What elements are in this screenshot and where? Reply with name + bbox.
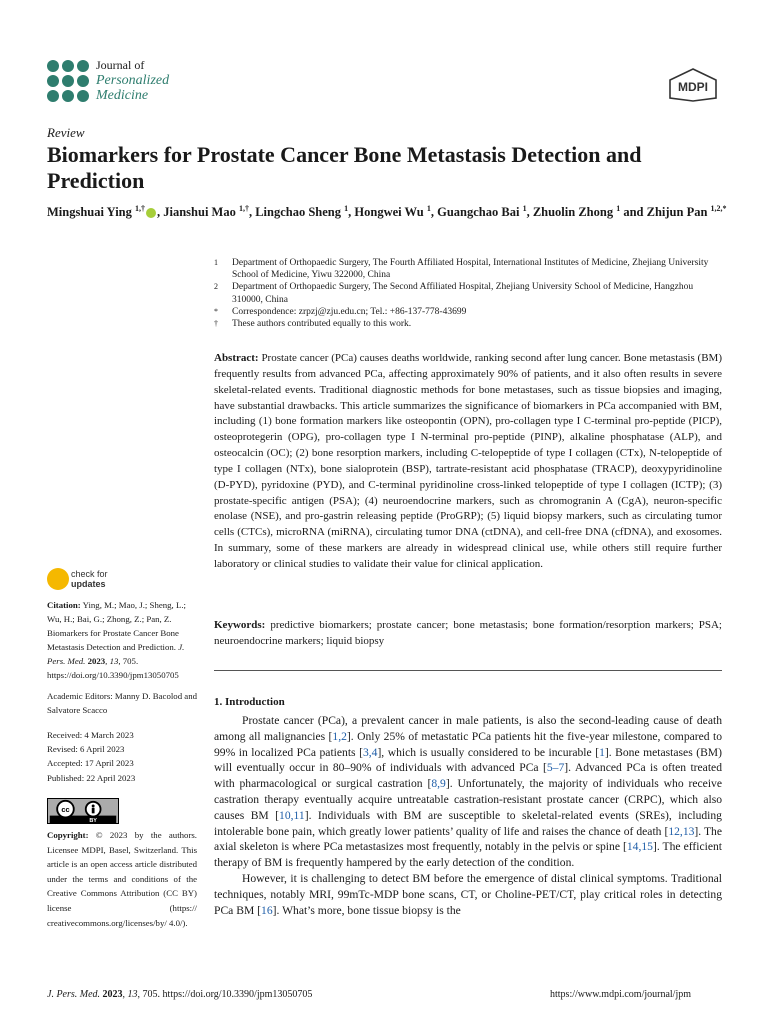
author-affiliation-mark: 1 [522, 204, 527, 213]
author-list: Mingshuai Ying $^{1,\dagger}$ , Jianshui Mao $^{1,\dagger}$, Lingchao Sheng $^1$, Hongwei Wu $^1$, Guangchao Bai $^1$, Zhuolin Zhong $^1$ and Zhijun Pan $^{1,2,*}$ [47, 204, 727, 220]
journal-name-line1: Journal of [96, 58, 145, 72]
abstract-label: Abstract: [214, 352, 259, 364]
affiliation-row [214, 257, 724, 281]
publication-dates [47, 728, 197, 785]
mdpi-logo-text: MDPI [678, 80, 708, 94]
date-received: Received: 4 March 2023 [47, 730, 134, 740]
author-name[interactable]: Lingchao Sheng [255, 205, 345, 220]
affiliation-mark: † [214, 319, 218, 329]
check-for-updates-icon[interactable] [47, 568, 69, 590]
affiliation-text: Department of Orthopaedic Surgery, The Fourth Affiliated Hospital, International Institutes of Medicine, Zhejiang University School of Medicine, Yiwu 322000, China [232, 258, 709, 281]
journal-name-line3: Medicine [96, 88, 149, 103]
author-affiliation-mark: 1,2,* [710, 204, 727, 213]
footer-journal: J. Pers. Med. [47, 989, 101, 1000]
affiliation-mark: 2 [214, 282, 218, 292]
abstract-text: Prostate cancer (PCa) causes deaths worldwide, ranking second after lung cancer. Bone metastasis (BM) frequently results from advanced PCa, affecting approximately 90% of patients, and it also often results in severe skeletal-related events. Traditional diagnostic methods for bone metastases, such as tissue biopsies and imaging, have substantial drawbacks. This article summarizes the significance of biomarkers in PCa accompanied with BM, including (1) bone formation markers like osteopontin (OPN), pro-collagen type I C-terminal pro-peptide (PICP), osteoprotegerin (OPG), pro-collagen type I N-terminal pro-peptide (PINP), alkaline phosphatase (ALP), and osteocalcin (OC); (2) bone resorption markers, including C-telopeptide of type I collagen (CTx), N-telopeptide of type I collagen (NTx), bone sialoprotein (BSP), tartrate-resistant acid phosphatase (TRACP), deoxypyridinoline (D-PYD), pyridoxine (PYD), and C-terminal pyridinoline cross-linked telopeptide of type I collagen (ICTP); (3) prostate-specific antigen (PSA); (4) neuroendocrine markers, such as chromogranin A (CgA), neuron-specific enolase (NSE), and pro-gastrin releasing peptide (ProGRP); (5) liquid biopsy markers, such as circulating tumor cells (CTCs), microRNA (miRNA), circulating tumor DNA (ctDNA), and cell-free DNA (cfDNA), and exosomes. In summary, some of these markers are already in widespread clinical use, while others still require further laboratory or clinical studies to validate their value for clinical application. [214, 352, 723, 570]
intro-heading: 1. Introduction [214, 696, 285, 708]
author-affiliation-mark: 1 [616, 204, 621, 213]
affiliation-row [214, 318, 724, 330]
affiliation-text: Correspondence: zrpzj@zju.edu.cn; Tel.: +86-137-778-43699 [232, 306, 467, 317]
intro-body [214, 713, 722, 918]
article-title: Biomarkers for Prostate Cancer Bone Metastasis Detection and Prediction [47, 142, 642, 193]
citation-doi[interactable]: , 705. https://doi.org/10.3390/jpm13050705 [47, 655, 179, 680]
author-affiliation-mark: 1,† [238, 204, 249, 213]
author-name[interactable]: Hongwei Wu [354, 205, 427, 220]
check-updates-line2: updates [71, 578, 106, 589]
citation-volume: 13 [109, 655, 119, 666]
author-name[interactable]: Guangchao Bai [437, 205, 523, 220]
affiliations [214, 257, 724, 330]
keywords-text: predictive biomarkers; prostate cancer; bone metastasis; bone formation/resorption markers; PSA; neuroendocrine markers; liquid biopsy [214, 619, 722, 647]
date-accepted: Accepted: 17 April 2023 [47, 758, 134, 769]
citation-year: 2023 [87, 655, 106, 666]
reference-link[interactable]: 1 [599, 745, 605, 759]
journal-name-line2: Personalized [96, 73, 170, 88]
reference-link[interactable]: 1,2 [332, 729, 347, 743]
footer-journal-url[interactable]: https://www.mdpi.com/journal/jpm [550, 989, 692, 1000]
reference-link[interactable]: 16 [261, 903, 273, 917]
article-type: Review [47, 125, 85, 140]
citation-label: Citation: [47, 600, 81, 610]
author-name[interactable]: Zhuolin Zhong [532, 205, 617, 220]
mdpi-logo [668, 68, 718, 102]
intro-paragraph-1: Prostate cancer (PCa), a prevalent cancer in male patients, is also the second-leading cause of death among all malignancies [1,2]. Only 25% of metastatic PCa patients hit the five-year milestone, compared to 99% in localized PCa patients [3,4], which is usually considered to be incurable [1]. Bone metastases (BM) will eventually occur in 80–90% of individuals with advanced PCa [5–7]. Advanced PCa is often treated with pharmacological or surgical castration [8,9]. Unfortunately, the majority of individuals who receive castration therapy eventually acquire untreatable castration-resistant prostate cancer (CRPC), which also causes BM [10,11]. Individuals with BM are susceptible to skeletal-related events (SREs), including intolerable bone pain, which greatly lower patients’ quality of life and raises the chance of death [12,13]. The axial skeleton is where PCa metastasizes most frequently, notably in the pelvis or spine [14,15]. The efficient therapy of BM is frequently hampered by the early detection of the condition. [214, 714, 722, 870]
cc-badge-text: BY [89, 818, 97, 824]
intro-paragraph-2: However, it is challenging to detect BM before the emergence of distal clinical symptoms. Traditional techniques, notably MRI, 99mTc-MDP bone scans, CT, or Choline-PET/CT, play critical roles in detecting PCa BM [16]. What’s more, bone tissue biopsy is the [214, 871, 722, 917]
copyright-label: Copyright: [47, 830, 89, 840]
author-affiliation-mark: 1,† [135, 204, 145, 213]
reference-link[interactable]: 10,11 [279, 808, 305, 822]
affiliation-text: Department of Orthopaedic Surgery, The Second Affiliated Hospital, Zhejiang University School of Medicine, Hangzhou 310000, China [232, 282, 694, 305]
affiliation-mark: 1 [214, 258, 218, 267]
date-published: Published: 22 April 2023 [47, 772, 136, 783]
footer-doi[interactable]: , 705. https://doi.org/10.3390/jpm13050705 [137, 989, 313, 1000]
reference-link[interactable]: 5–7 [546, 761, 565, 775]
author-affiliation-mark: 1 [344, 204, 349, 213]
affiliation-row [214, 306, 724, 318]
author-name[interactable]: Jianshui Mao [163, 205, 239, 220]
abstract [214, 351, 722, 573]
academic-editors: Academic Editors: Manny D. Bacolod and Salvatore Scacco [47, 691, 197, 715]
keywords [214, 618, 722, 650]
reference-link[interactable]: 3,4 [362, 745, 378, 759]
footer-citation: J. Pers. Med. 2023, 13, 705. https://doi.org/10.3390/jpm13050705 [47, 989, 313, 1000]
keywords-label: Keywords: [214, 619, 266, 631]
journal-name [96, 58, 169, 103]
date-revised: Revised: 6 April 2023 [47, 744, 125, 755]
affiliation-row [214, 281, 724, 305]
journal-logo [47, 60, 89, 102]
author-name[interactable]: Mingshuai Ying [47, 205, 135, 220]
footer-year: 2023 [102, 989, 123, 1000]
citation-text: Ying, M.; Mao, J.; Sheng, L.; Wu, H.; Bai, G.; Zhong, Z.; Pan, Z. Biomarkers for Prostate Cancer Bone Metastasis Detection and Prediction. [47, 600, 186, 652]
author-affiliation-mark: 1 [426, 204, 431, 213]
author-name[interactable]: Zhijun Pan [646, 205, 711, 220]
author-and: and [620, 205, 647, 220]
copyright [47, 828, 197, 930]
citation-journal: J. Pers. Med. [47, 641, 185, 666]
cc-by-license-icon[interactable] [47, 798, 119, 824]
affiliation-text: These authors contributed equally to this work. [232, 319, 412, 330]
reference-link[interactable]: 14,15 [626, 840, 653, 854]
copyright-text: © 2023 by the authors. Licensee MDPI, Basel, Switzerland. This article is an open access article distributed under the terms and conditions of the Creative Commons Attribution (CC BY) license (https:// creativecommons.org/licenses/by/ 4.0/). [47, 830, 197, 928]
reference-link[interactable]: 12,13 [668, 824, 695, 838]
section-divider [214, 670, 722, 671]
check-for-updates-button[interactable] [71, 570, 108, 589]
reference-link[interactable]: 8,9 [431, 777, 446, 791]
affiliation-mark: * [214, 306, 218, 316]
orcid-icon[interactable] [146, 208, 156, 218]
footer-volume: 13 [127, 989, 138, 1000]
citation: Citation: Ying, M.; Mao, J.; Sheng, L.; Wu, H.; Bai, G.; Zhong, Z.; Pan, Z. Biomarkers for Prostate Cancer Bone Metastasis Detection and Prediction. J. Pers. Med. 2023, 13, 705. https://doi.org/10.3390/jpm13050705 [47, 600, 186, 680]
svg-text:cc: cc [61, 804, 70, 814]
check-updates-line1: check for [71, 569, 108, 579]
